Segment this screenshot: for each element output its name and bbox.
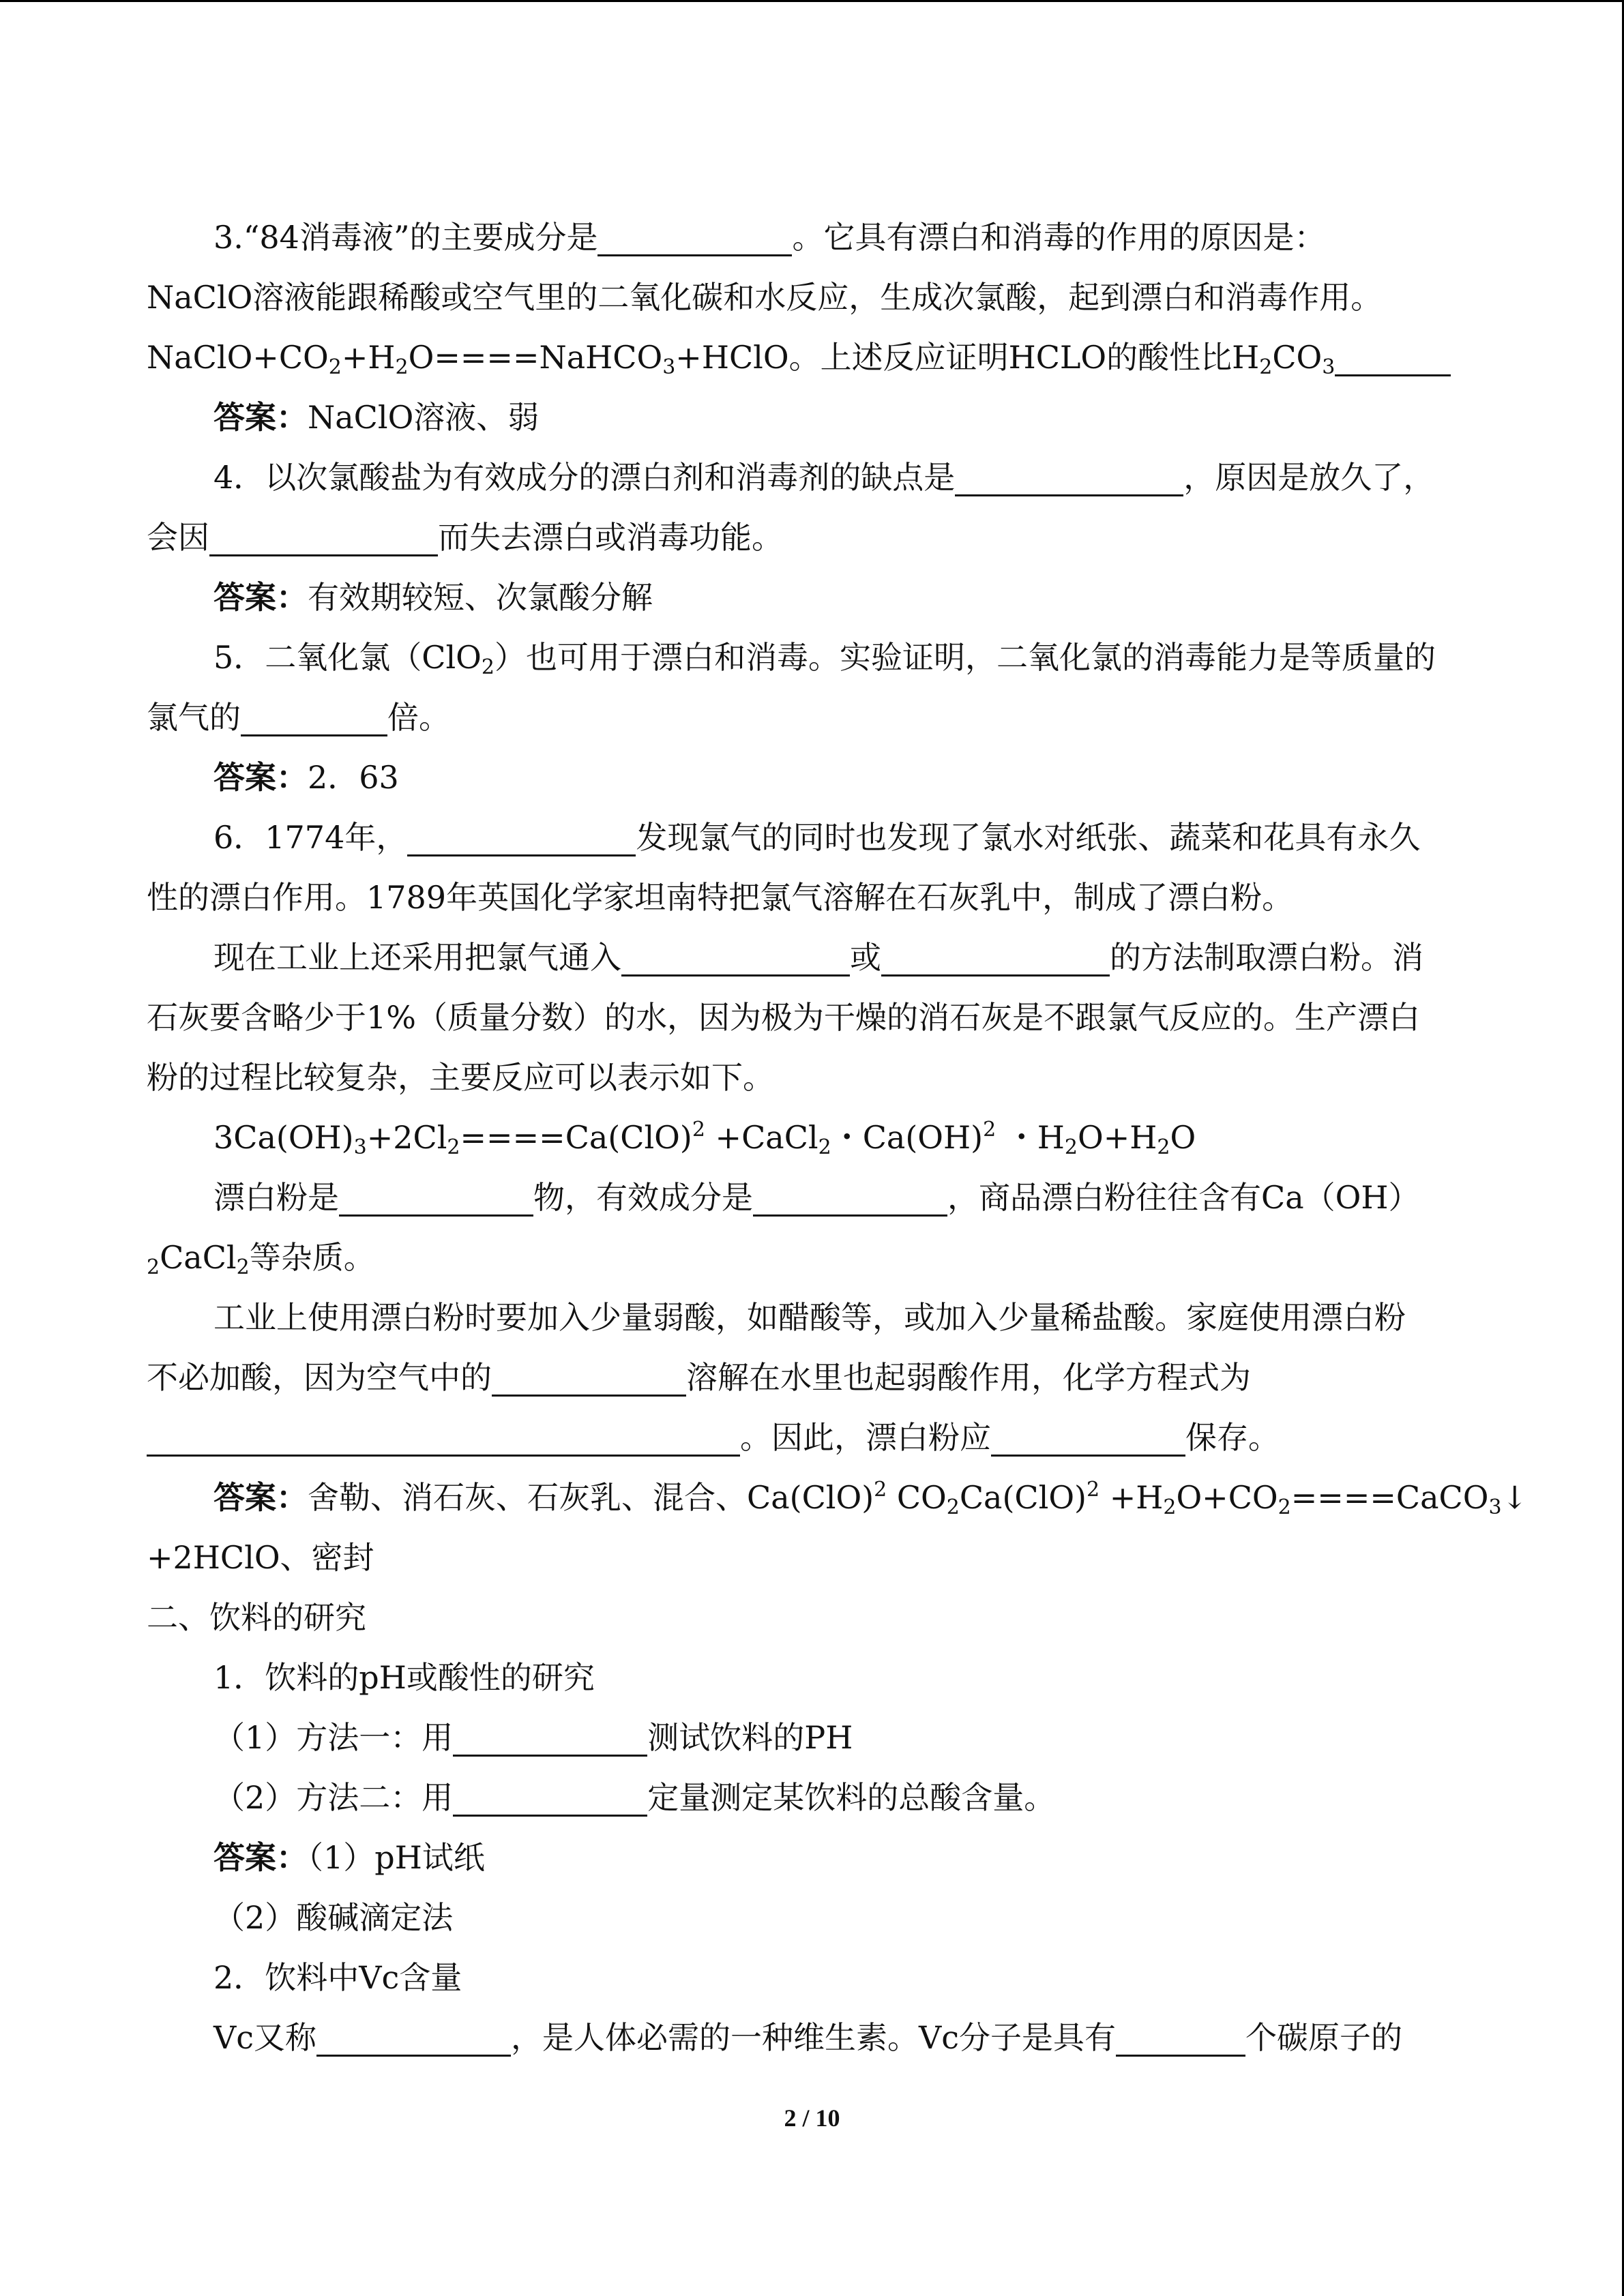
answer-blank[interactable] <box>991 1419 1185 1457</box>
answer-blank[interactable] <box>339 1179 533 1217</box>
subsection-2-title: 2．饮料中Vc含量 <box>213 1959 462 1996</box>
answer-blank[interactable] <box>492 1359 686 1397</box>
question-6-line-6: 漂白粉是 物，有效成分是 ，商品漂白粉往往含有Ca（OH） <box>213 1179 1420 1216</box>
answer-7-line-1: 答案：（1）pH试纸 <box>213 1839 485 1876</box>
answer-7-line-2: （2）酸碱滴定法 <box>213 1899 454 1936</box>
question-6-line-4: 石灰要含略少于1%（质量分数）的水，因为极为干燥的消石灰是不跟氯气反应的。生产漂白 <box>147 999 1420 1036</box>
answer-4: 答案：有效期较短、次氯酸分解 <box>213 579 653 616</box>
answer-blank[interactable] <box>316 2019 511 2057</box>
answer-blank[interactable] <box>753 1179 947 1217</box>
page-number: 2 / 10 <box>784 2104 840 2132</box>
answer-blank[interactable] <box>147 1419 740 1457</box>
vc-question-line: Vc又称 ，是人体必需的一种维生素。Vc分子是具有 个碳原子的 <box>213 2019 1402 2056</box>
subsection-1-title: 1．饮料的pH或酸性的研究 <box>213 1659 595 1696</box>
question-3-line-1: 3.“84消毒液”的主要成分是 。它具有漂白和消毒的作用的原因是： <box>213 219 1326 256</box>
answer-blank[interactable] <box>621 939 850 976</box>
reaction-equation: $3Ca(OH)_3+2Cl_2====Ca(ClO)^2$ +CaCl$_2$・Ca(OH)$^2$ ・$H_2O+H_2O$ <box>213 1118 1196 1159</box>
method-1: （1）方法一：用 测试饮料的PH <box>213 1719 853 1756</box>
answer-blank[interactable] <box>453 1719 647 1757</box>
answer-blank[interactable] <box>881 939 1110 976</box>
page-border-top <box>0 0 1624 2</box>
method-2: （2）方法二：用 定量测定某饮料的总酸含量。 <box>213 1779 1056 1816</box>
question-6-line-7: $_2$CaCl$_2$等杂质。 <box>147 1239 375 1279</box>
question-3-equation: $NaClO+CO_2+H_2O====NaHCO_3+HClO$。上述反应证明HCLO的酸性比$H_2CO_3$ <box>147 327 1477 387</box>
answer-blank[interactable] <box>1116 2019 1245 2057</box>
question-4-line-2: 会因 而失去漂白或消毒功能。 <box>147 519 783 556</box>
answer-5: 答案：2．63 <box>213 759 399 796</box>
answer-blank[interactable] <box>1335 339 1451 376</box>
question-6-line-9: 不必加酸，因为空气中的 溶解在水里也起弱酸作用，化学方程式为 <box>147 1359 1251 1396</box>
question-6-line-10: 。因此，漂白粉应 保存。 <box>147 1407 1477 1467</box>
question-6-line-8: 工业上使用漂白粉时要加入少量弱酸，如醋酸等，或加入少量稀盐酸。家庭使用漂白粉 <box>213 1299 1406 1336</box>
answer-blank[interactable] <box>453 1779 647 1817</box>
document-body <box>147 207 1529 2068</box>
answer-3: 答案：NaClO溶液、弱 <box>213 399 540 436</box>
answer-6-line-1: 答案：舍勒、消石灰、石灰乳、混合、Ca(ClO)$^2$ $CO_2Ca(ClO)^2$ $+H_2O+CO_2====CaCO_3↓$ <box>213 1478 1529 1519</box>
section-2-heading: 二、饮料的研究 <box>147 1599 366 1636</box>
answer-blank[interactable] <box>407 819 636 856</box>
answer-blank[interactable] <box>209 519 438 556</box>
question-5-line-2: 氯气的 倍。 <box>147 699 450 736</box>
question-6-line-2: 性的漂白作用。1789年英国化学家坦南特把氯气溶解在石灰乳中，制成了漂白粉。 <box>147 879 1294 916</box>
answer-6-line-2: +2HClO、密封 <box>147 1539 374 1576</box>
question-3-line-2: NaClO溶液能跟稀酸或空气里的二氧化碳和水反应，生成次氯酸，起到漂白和消毒作用。 <box>147 279 1383 316</box>
answer-blank[interactable] <box>597 219 792 256</box>
question-6-line-5: 粉的过程比较复杂，主要反应可以表示如下。 <box>147 1059 774 1096</box>
answer-blank[interactable] <box>955 459 1183 496</box>
question-6-line-3: 现在工业上还采用把氯气通入 或 的方法制取漂白粉。消 <box>213 939 1423 976</box>
answer-blank[interactable] <box>241 699 387 736</box>
question-5-line-1: 5．二氧化氯（ClO$_2$）也可用于漂白和消毒。实验证明，二氧化氯的消毒能力是等质量的 <box>213 639 1436 679</box>
question-6-line-1: 6．1774年， 发现氯气的同时也发现了氯水对纸张、蔬菜和花具有永久 <box>213 819 1421 856</box>
question-4-line-1: 4．以次氯酸盐为有效成分的漂白剂和消毒剂的缺点是 ，原因是放久了， <box>213 459 1435 496</box>
